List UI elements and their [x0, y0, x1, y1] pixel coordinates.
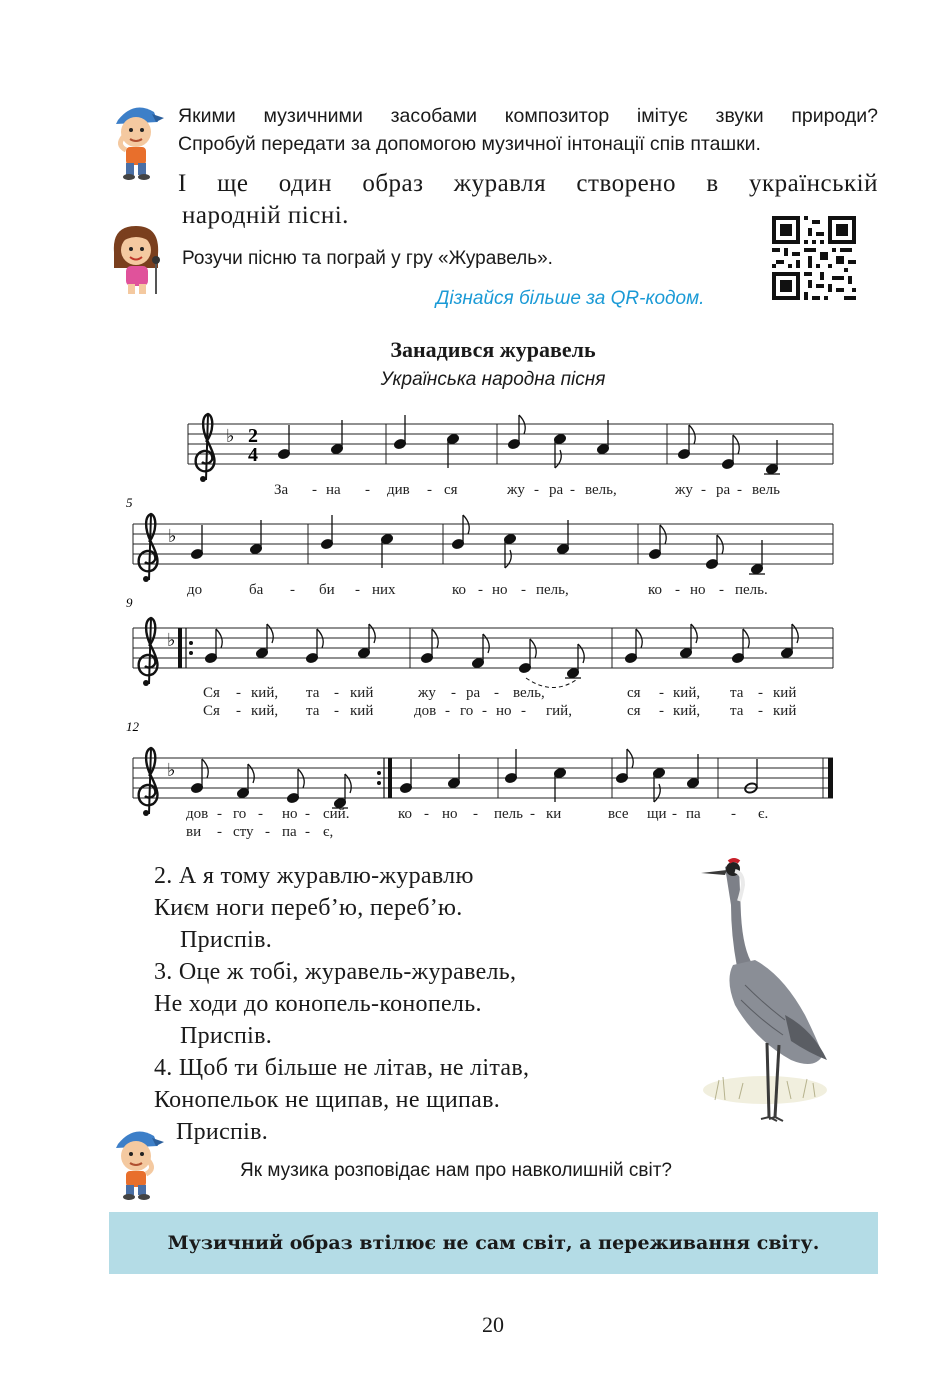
chorus-label: Приспів. [180, 1023, 273, 1049]
measure-number: 9 [126, 595, 133, 610]
lyric-hyphen: - [265, 824, 270, 840]
chorus-label: Приспів. [176, 1119, 269, 1145]
lyric-syllable: дов [186, 806, 209, 822]
lyric-syllable: ра [716, 482, 731, 498]
time-signature-top: 2 [248, 425, 258, 447]
lyric-syllable: на [326, 482, 341, 498]
lyric-hyphen: - [478, 582, 483, 598]
lyric-syllable: ра [549, 482, 564, 498]
staff-system-3 [126, 595, 833, 719]
staff-system-4 [126, 719, 833, 840]
lyric-hyphen: - [737, 482, 742, 498]
lyric-syllable: ся [627, 685, 641, 701]
lyric-syllable: кий, [673, 703, 701, 719]
lyric-syllable: но [690, 582, 706, 598]
lyric-syllable: та [730, 685, 744, 701]
lyric-syllable: но [496, 703, 512, 719]
lyric-syllable: жу [507, 482, 525, 498]
flat-icon: ♭ [226, 426, 235, 446]
lyric-syllable: є. [758, 806, 769, 822]
lyric-hyphen: - [217, 824, 222, 840]
key-idea-text: Музичний образ втілює не сам світ, а переживання світу. [167, 1232, 820, 1254]
lyric-syllable: пель [494, 806, 524, 822]
crane-illustration [695, 855, 835, 1130]
lyric-hyphen: - [758, 685, 763, 701]
time-signature-bottom: 4 [248, 444, 258, 466]
lyric-syllable: жу [418, 685, 436, 701]
lyric-syllable: ко [398, 806, 413, 822]
flat-icon: ♭ [167, 630, 176, 650]
lyric-hyphen: - [236, 703, 241, 719]
song-subtitle: Українська народна пісня [380, 369, 606, 390]
measure-number: 5 [126, 495, 133, 510]
lyric-syllable: ко [648, 582, 663, 598]
key-idea-banner [109, 1212, 878, 1274]
lyric-hyphen: - [258, 806, 263, 822]
lyric-syllable: пель. [735, 582, 768, 598]
lyric-hyphen: - [305, 824, 310, 840]
qr-code-link[interactable]: Дізнайся більше за QR-кодом. [436, 288, 705, 309]
boy-character-icon [104, 100, 166, 180]
lyric-syllable: кий [773, 685, 797, 701]
lyric-syllable: та [306, 703, 320, 719]
lyric-syllable: гий, [546, 703, 572, 719]
qr-code-icon[interactable] [772, 216, 856, 300]
staff-system-1 [188, 414, 833, 498]
lyric-hyphen: - [659, 703, 664, 719]
lyric-hyphen: - [445, 703, 450, 719]
lyric-syllable: жу [675, 482, 693, 498]
measure-number: 12 [126, 719, 139, 734]
lyric-syllable: па [282, 824, 297, 840]
lyric-hyphen: - [570, 482, 575, 498]
lyric-syllable: ба [249, 582, 264, 598]
flat-icon: ♭ [167, 760, 176, 780]
lyric-hyphen: - [521, 582, 526, 598]
lyric-syllable: них [372, 582, 396, 598]
song-verses [154, 860, 529, 1148]
lyric-syllable: кий, [251, 703, 279, 719]
intro-line-1: І ще один образ журавля створено в українській [178, 170, 878, 197]
lyric-syllable: го [233, 806, 247, 822]
lyric-hyphen: - [675, 582, 680, 598]
lyric-hyphen: - [672, 806, 677, 822]
lyric-syllable: вель, [585, 482, 617, 498]
lyric-syllable: Ся [203, 703, 220, 719]
verse-line: 2. А я тому журавлю-журавлю [154, 863, 474, 889]
final-barline [828, 758, 833, 798]
lyric-hyphen: - [312, 482, 317, 498]
verse-line: Не ходи до конопель-конопель. [154, 991, 482, 1017]
lyric-syllable: кий [773, 703, 797, 719]
lyric-hyphen: - [334, 703, 339, 719]
lyric-hyphen: - [217, 806, 222, 822]
lyric-syllable: див [387, 482, 410, 498]
lyric-syllable: та [306, 685, 320, 701]
lyric-syllable: сий. [323, 806, 350, 822]
lyric-syllable: но [492, 582, 508, 598]
page-number: 20 [482, 1312, 504, 1337]
lyric-hyphen: - [365, 482, 370, 498]
lyric-hyphen: - [451, 685, 456, 701]
lyric-syllable: За [274, 482, 289, 498]
verse-line: Києм ноги переб’ю, переб’ю. [154, 895, 463, 921]
lyric-hyphen: - [701, 482, 706, 498]
lyric-hyphen: - [659, 685, 664, 701]
verse-line: 4. Щоб ти більше не літав, не літав, [154, 1055, 530, 1081]
verse-line: 3. Оце ж тобі, журавель-журавель, [154, 959, 517, 985]
question-nature-sounds [178, 102, 878, 158]
lyric-syllable: дов [414, 703, 437, 719]
staff-system-2 [126, 495, 833, 598]
lyric-syllable: го [460, 703, 474, 719]
song-title: Занадився журавель [390, 337, 596, 362]
lyric-syllable: вель, [513, 685, 545, 701]
intro-line-2: народній пісні. [182, 202, 349, 229]
lyric-syllable: ки [546, 806, 562, 822]
lyric-hyphen: - [719, 582, 724, 598]
lyric-hyphen: - [236, 685, 241, 701]
lyric-hyphen: - [334, 685, 339, 701]
lyric-hyphen: - [731, 806, 736, 822]
lyric-syllable: ко [452, 582, 467, 598]
lyric-hyphen: - [427, 482, 432, 498]
question-line-1: Якими музичними засобами композитор імітує звуки природи? [178, 105, 878, 127]
lyric-syllable: па [686, 806, 701, 822]
lyric-hyphen: - [530, 806, 535, 822]
lyric-hyphen: - [355, 582, 360, 598]
lyric-syllable: ра [466, 685, 481, 701]
sheet-music [0, 400, 952, 850]
lyric-syllable: ся [444, 482, 458, 498]
question-surrounding-world: Як музика розповідає нам про навколишній світ? [240, 1160, 672, 1181]
lyric-syllable: вель [752, 482, 780, 498]
chorus-label: Приспів. [180, 927, 273, 953]
girl-singer-icon [104, 222, 170, 296]
lyric-syllable: ви [186, 824, 202, 840]
lyric-syllable: ся [627, 703, 641, 719]
lyric-syllable: но [442, 806, 458, 822]
lyric-syllable: є, [323, 824, 334, 840]
lyric-hyphen: - [290, 582, 295, 598]
boy-character-icon [104, 1124, 166, 1200]
lyric-hyphen: - [482, 703, 487, 719]
lyric-syllable: кий, [673, 685, 701, 701]
lyric-syllable: кий, [251, 685, 279, 701]
lyric-syllable: та [730, 703, 744, 719]
verse-line: Конопельок не щипав, не щипав. [154, 1087, 501, 1113]
lyric-syllable: но [282, 806, 298, 822]
lyric-hyphen: - [521, 703, 526, 719]
lyric-syllable: до [187, 582, 203, 598]
lyric-hyphen: - [534, 482, 539, 498]
lyric-hyphen: - [424, 806, 429, 822]
lyric-hyphen: - [494, 685, 499, 701]
lyric-hyphen: - [473, 806, 478, 822]
lyric-syllable: кий [350, 703, 374, 719]
learn-song-instruction: Розучи пісню та пограй у гру «Журавель». [182, 248, 553, 269]
lyric-syllable: кий [350, 685, 374, 701]
question-line-2: Спробуй передати за допомогою музичної інтонації спів пташки. [178, 133, 761, 155]
lyric-hyphen: - [758, 703, 763, 719]
lyric-syllable: пель, [536, 582, 569, 598]
lyric-hyphen: - [305, 806, 310, 822]
flat-icon: ♭ [168, 526, 177, 546]
lyric-syllable: би [319, 582, 335, 598]
lyric-syllable: щи [647, 806, 667, 822]
lyric-syllable: все [608, 806, 629, 822]
lyric-syllable: сту [233, 824, 254, 840]
lyric-syllable: Ся [203, 685, 220, 701]
